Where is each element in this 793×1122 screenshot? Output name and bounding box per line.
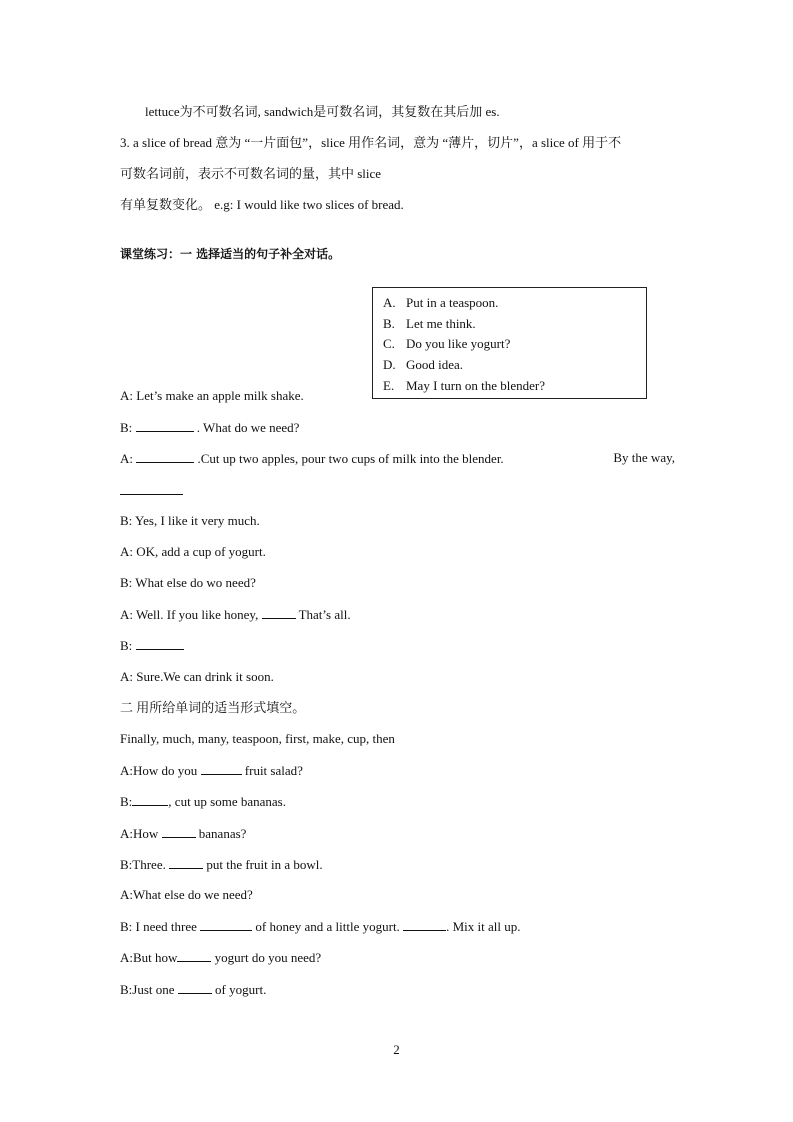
option-b: B. Let me think. <box>383 315 476 331</box>
dialogue-line-3: A: .Cut up two apples, pour two cups of milk into the blender. By the way, <box>120 450 675 466</box>
fill-line-6: B: I need three of honey and a little yogurt. . Mix it all up. <box>120 919 521 934</box>
exercise2-heading: 二 用所给单词的适当形式填空。 <box>120 700 306 715</box>
fill-line-7: A:But how yogurt do you need? <box>120 950 322 965</box>
fill-line-5: A:What else do we need? <box>120 887 253 902</box>
dialogue-line-4: B: Yes, I like it very much. <box>120 513 260 528</box>
answer-blank[interactable] <box>262 606 296 619</box>
answer-blank[interactable] <box>177 949 211 962</box>
word-bank: Finally, much, many, teaspoon, first, make, cup, then <box>120 731 395 746</box>
dialogue-line-2: B: . What do we need? <box>120 420 300 435</box>
fill-line-4: B:Three. put the fruit in a bowl. <box>120 857 323 872</box>
note-lettuce: lettuce为不可数名词, sandwich是可数名词，其复数在其后加 es. <box>145 104 500 119</box>
answer-blank[interactable] <box>162 825 196 838</box>
answer-blank[interactable] <box>136 637 184 650</box>
option-d: D. Good idea. <box>383 357 464 373</box>
dialogue-line-3-blank[interactable] <box>120 482 183 495</box>
page-number: 2 <box>393 1042 400 1057</box>
answer-blank[interactable] <box>201 762 242 775</box>
answer-blank[interactable] <box>132 793 168 806</box>
fill-line-1: A:How do you fruit salad? <box>120 763 303 778</box>
answer-blank[interactable] <box>136 419 194 432</box>
note-slice-3: 有单复数变化。 e.g: I would like two slices of bread. <box>120 197 404 212</box>
fill-line-2: B: , cut up some bananas. <box>120 794 286 809</box>
exercise1-heading: 课堂练习：一 选择适当的句子补全对话。 <box>120 247 341 261</box>
answer-blank[interactable] <box>136 450 194 463</box>
dialogue-line-6: B: What else do wo need? <box>120 575 256 590</box>
answer-blank[interactable] <box>403 918 446 931</box>
dialogue-line-7: A: Well. If you like honey, That’s all. <box>120 607 351 622</box>
answer-blank[interactable] <box>178 981 212 994</box>
fill-line-8: B:Just one of yogurt. <box>120 982 267 997</box>
note-slice-2: 可数名词前，表示不可数名词的量，其中 slice <box>120 166 382 181</box>
option-c: C. Do you like yogurt? <box>383 336 511 352</box>
fill-line-3: A:How bananas? <box>120 826 247 841</box>
options-box <box>372 287 647 399</box>
answer-blank[interactable] <box>169 856 203 869</box>
dialogue-line-9: A: Sure.We can drink it soon. <box>120 669 274 684</box>
dialogue-line-5: A: OK, add a cup of yogurt. <box>120 544 266 559</box>
option-a: A. Put in a teaspoon. <box>383 295 499 310</box>
option-e: E. May I turn on the blender? <box>383 377 545 393</box>
answer-blank[interactable] <box>200 918 252 931</box>
note-slice-1: 3. a slice of bread 意为 “一片面包”，slice 用作名词，意为 “薄片，切片”，a slice of 用于不 <box>120 135 622 150</box>
dialogue-line-8: B: <box>120 637 184 654</box>
dialogue-line-1: A: Let’s make an apple milk shake. <box>120 388 304 403</box>
